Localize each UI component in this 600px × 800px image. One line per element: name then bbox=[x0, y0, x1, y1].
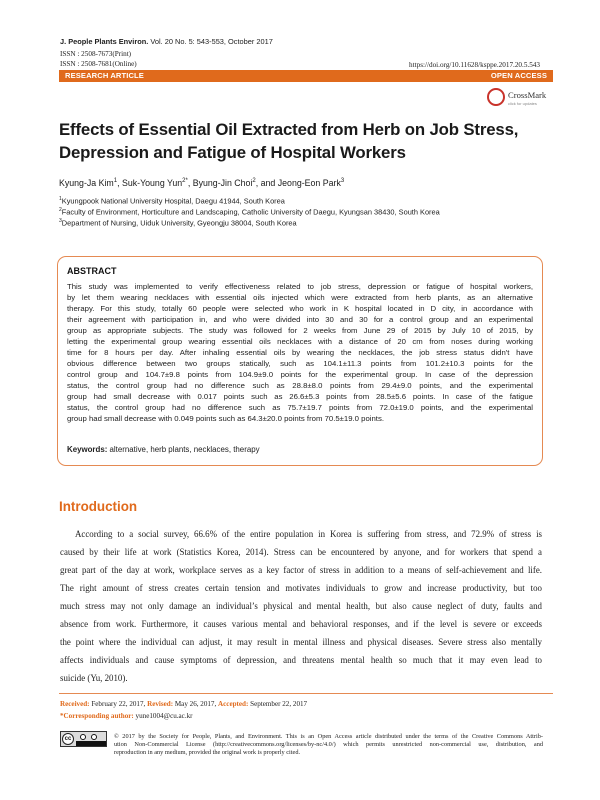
cc-license-icon[interactable] bbox=[60, 731, 107, 747]
journal-name: J. People Plants Environ. bbox=[60, 37, 149, 46]
keywords bbox=[67, 445, 260, 454]
author-name: , Byung-Jin Choi bbox=[187, 178, 253, 188]
body-text-line: caused by their life at work (Statistics Korea, 2014). Stress can be encountered by anyone, and for workers that spend a bbox=[60, 547, 542, 557]
author-affil-mark: 2 bbox=[252, 178, 256, 185]
abstract-line: obvious difference between two groups statically, such as 104.1±11.3 points from 101.2±10.3 points for the bbox=[67, 359, 533, 368]
abstract-line: control group and 104.7±9.8 points from 104.9±9.0 points for the experimental group. In case of the depression bbox=[67, 370, 533, 379]
abstract-line: group as appropriate subjects. The study was followed for 2 weeks from June 29 of 2015 by July 10 of 2015, by bbox=[67, 326, 533, 335]
journal-citation bbox=[60, 37, 273, 46]
body-text-line: much stress may not only damage an individual’s physical and mental health, but also cause neglect of duty, faults and bbox=[60, 601, 542, 611]
abstract-line: by let them wearing necklaces with essential oils injected which were extracted from herb plants, as an alternative bbox=[67, 293, 533, 302]
corresponding-author: *Corresponding author: yune1004@cu.ac.kr bbox=[60, 712, 193, 720]
author-affil-mark: 3 bbox=[340, 178, 345, 185]
keywords-label: Keywords: bbox=[67, 445, 108, 454]
license-text-line: reproduction in any medium, provided the original work is properly cited. bbox=[114, 749, 301, 756]
author-affil-mark: 2* bbox=[182, 178, 188, 185]
footer-divider bbox=[59, 693, 553, 694]
doi-link[interactable]: https://doi.org/10.11628/ksppe.2017.20.5.543 bbox=[409, 61, 540, 69]
body-text-line: great part of the day at work, workplace serves as a key factor of stress in addition to a means of self-achievement and life. bbox=[60, 565, 542, 575]
license-text-line: © 2017 by the Society for People, Plants, and Environment. This is an Open Access article distributed under the terms of the Creative Commons Attrib- bbox=[114, 733, 543, 740]
title-line: Effects of Essential Oil Extracted from Herb on Job Stress, bbox=[59, 120, 519, 139]
abstract-line: status, the control group had no difference such as 28.8±8.0 points from 29.4±9.0 points, and the experimental bbox=[67, 381, 533, 390]
article-title bbox=[59, 118, 539, 164]
abstract-line: status, the control group had no difference such as 75.7±19.7 points from 72.0±19.0 points, and the experimental bbox=[67, 403, 533, 412]
abstract-line: This study was implemented to verify effectiveness related to job stress, depression or fatigue of hospital workers, bbox=[67, 282, 533, 291]
section-heading-introduction: Introduction bbox=[59, 499, 138, 514]
author-name: , Suk-Young Yun bbox=[117, 178, 183, 188]
license-text-line: ution Non-Commercial License (http://creativecommons.org/licenses/by-nc/4.0/) which permits unrestricted non-commercial use, distribution, and bbox=[114, 741, 543, 748]
abstract-line: letting the experimental group wearing essential oils necklaces with a distance of 20 cm from noses during working bbox=[67, 337, 533, 346]
article-dates: Received: February 22, 2017, Revised: May 26, 2017, Accepted: September 22, 2017 bbox=[60, 700, 308, 708]
abstract-line: group had small decrease with 0.049 points such as 64.3±20.0 points from 70.5±19.0 points. bbox=[67, 414, 384, 423]
affiliation: $^3$Department of Nursing, Uiduk University, Gyeongju 38004, South Korea bbox=[59, 218, 297, 228]
abstract-line: time for 8 hours per day. After inhaling essential oils by wearing the necklaces, the job stress status didn't have bbox=[67, 348, 533, 357]
body-text-line: According to a social survey, 66.6% of the entire population in Korea is suffering from stress, and 72.9% of stress is bbox=[75, 529, 542, 539]
article-type: RESEARCH ARTICLE bbox=[65, 71, 144, 80]
body-text-line: the point where the individual can adjust, it may result in mental illness and physical diseases. Severe stress also mentally bbox=[60, 637, 542, 647]
crossmark-sublabel: click for updates bbox=[508, 101, 537, 106]
author-list bbox=[59, 178, 344, 188]
author-affil-mark: 1 bbox=[113, 178, 118, 185]
body-text-line: suicide (Yu, 2010). bbox=[60, 673, 128, 683]
article-type-banner bbox=[59, 70, 553, 82]
crossmark-label: CrossMark bbox=[508, 90, 547, 100]
abstract-line: group had small decrease with 0.017 points such as 26.6±5.3 points from 28.5±5.6 points. In case of the fatigue bbox=[67, 392, 533, 401]
journal-volume-info: Vol. 20 No. 5: 543-553, October 2017 bbox=[148, 37, 273, 46]
body-text-line: The right amount of stress creates certain tension and motivates individuals to grow and increase productivity, but too bbox=[60, 583, 542, 593]
affiliation: $^1$Kyungpook National University Hospital, Daegu 41944, South Korea bbox=[59, 196, 285, 206]
abstract-line: their agreement with participation in, and who were divided into 30 and 30 for a control group and an experimental bbox=[67, 315, 533, 324]
issn-print: ISSN : 2508-7673(Print) bbox=[60, 50, 132, 58]
cc-logo-icon: cc bbox=[62, 733, 74, 745]
abstract-line: therapy. For this study, totally 60 people were selected who work in K hospital located in D city, in accordance with bbox=[67, 304, 533, 313]
body-text-line: absence from work. Furthermore, it causes various mental and behavioral responses, and if the level is severe or exceeds bbox=[60, 619, 542, 629]
title-line: Depression and Fatigue of Hospital Workers bbox=[59, 143, 406, 162]
affiliation: $^2$Faculty of Environment, Horticulture and Landscaping, Catholic University of Daegu, Kyungsan 38430, South Korea bbox=[59, 207, 440, 217]
keywords-list: alternative, herb plants, necklaces, therapy bbox=[107, 445, 260, 454]
corresponding-email[interactable]: yune1004@cu.ac.kr bbox=[133, 712, 193, 720]
crossmark-icon bbox=[487, 88, 505, 106]
noncommercial-icon bbox=[91, 734, 97, 740]
license-strip bbox=[76, 741, 106, 746]
issn-online: ISSN : 2508-7681(Online) bbox=[60, 60, 137, 68]
abstract-heading: ABSTRACT bbox=[67, 266, 117, 276]
body-text-line: affects individuals and cause symptoms of depression, and threatens mental health so much that it may even lead to bbox=[60, 655, 542, 665]
by-attribution-icon bbox=[80, 734, 86, 740]
crossmark-badge[interactable] bbox=[487, 88, 551, 110]
open-access-label: OPEN ACCESS bbox=[490, 71, 547, 80]
author-name: Kyung-Ja Kim bbox=[59, 178, 114, 188]
author-name: , and Jeong-Eon Park bbox=[255, 178, 341, 188]
